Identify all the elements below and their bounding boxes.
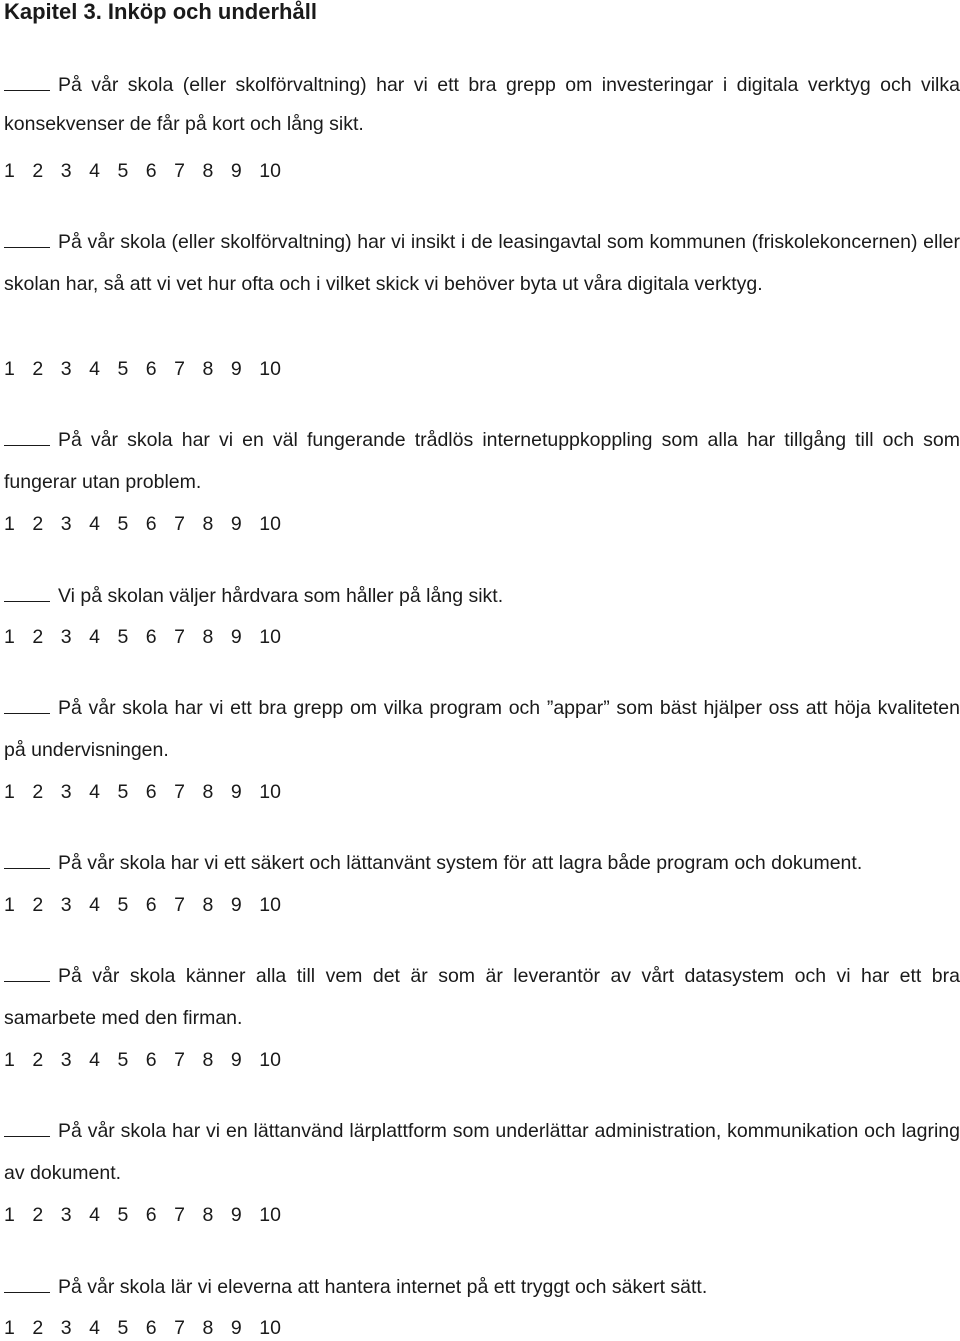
answer-blank-2[interactable] bbox=[4, 246, 50, 248]
statement-2 bbox=[4, 221, 960, 305]
rating-option-10[interactable]: 10 bbox=[259, 1317, 281, 1339]
rating-option-8[interactable]: 8 bbox=[202, 160, 214, 182]
rating-option-4[interactable]: 4 bbox=[89, 626, 100, 648]
rating-option-10[interactable]: 10 bbox=[259, 626, 281, 648]
statement-text-5: På vår skola har vi ett bra grepp om vilka program och ”appar” som bäst hjälper oss att höja kvaliteten på undervisningen. bbox=[4, 697, 960, 761]
rating-option-6[interactable]: 6 bbox=[145, 513, 157, 535]
rating-option-10[interactable]: 10 bbox=[259, 358, 281, 380]
rating-scale-9 bbox=[4, 1315, 281, 1341]
rating-option-4[interactable]: 4 bbox=[89, 1204, 100, 1226]
rating-option-5[interactable]: 5 bbox=[117, 160, 129, 182]
statement-text-3: På vår skola har vi en väl fungerande trådlös internetuppkoppling som alla har tillgång till och som fungerar utan problem. bbox=[4, 429, 960, 493]
rating-option-9[interactable]: 9 bbox=[230, 1049, 242, 1071]
rating-option-3[interactable]: 3 bbox=[60, 1204, 72, 1226]
rating-option-9[interactable]: 9 bbox=[230, 1204, 242, 1226]
rating-option-10[interactable]: 10 bbox=[259, 160, 281, 182]
rating-option-6[interactable]: 6 bbox=[145, 781, 157, 803]
rating-option-5[interactable]: 5 bbox=[117, 626, 129, 648]
rating-option-4[interactable]: 4 bbox=[89, 160, 100, 182]
rating-scale-6 bbox=[4, 892, 281, 918]
rating-option-10[interactable]: 10 bbox=[259, 513, 281, 535]
rating-scale-8 bbox=[4, 1202, 281, 1228]
rating-option-7[interactable]: 7 bbox=[174, 1204, 186, 1226]
rating-option-7[interactable]: 7 bbox=[174, 1317, 186, 1339]
answer-blank-3[interactable] bbox=[4, 444, 50, 446]
rating-option-2[interactable]: 2 bbox=[32, 781, 44, 803]
statement-7 bbox=[4, 955, 960, 1039]
answer-blank-5[interactable] bbox=[4, 712, 50, 714]
statement-9 bbox=[4, 1266, 960, 1308]
rating-option-8[interactable]: 8 bbox=[202, 1049, 214, 1071]
statement-5 bbox=[4, 687, 960, 771]
rating-option-1[interactable]: 1 bbox=[4, 894, 15, 916]
rating-option-1[interactable]: 1 bbox=[4, 358, 15, 380]
statement-text-2: På vår skola (eller skolförvaltning) har vi insikt i de leasingavtal som kommunen (friskolekoncernen) eller skolan har, så att vi vet hur ofta och i vilket skick vi behöver byta ut våra digitala verktyg. bbox=[4, 231, 960, 295]
rating-option-7[interactable]: 7 bbox=[174, 781, 186, 803]
rating-option-5[interactable]: 5 bbox=[117, 1204, 129, 1226]
rating-option-6[interactable]: 6 bbox=[145, 894, 157, 916]
rating-scale-3 bbox=[4, 511, 281, 537]
rating-option-3[interactable]: 3 bbox=[60, 160, 72, 182]
rating-option-1[interactable]: 1 bbox=[4, 1204, 15, 1226]
rating-option-7[interactable]: 7 bbox=[174, 513, 186, 535]
rating-option-4[interactable]: 4 bbox=[89, 781, 100, 803]
rating-option-2[interactable]: 2 bbox=[32, 626, 44, 648]
rating-option-5[interactable]: 5 bbox=[117, 894, 129, 916]
rating-option-9[interactable]: 9 bbox=[230, 513, 242, 535]
statement-3 bbox=[4, 419, 960, 503]
statement-8 bbox=[4, 1110, 960, 1194]
rating-option-4[interactable]: 4 bbox=[89, 894, 100, 916]
rating-option-8[interactable]: 8 bbox=[202, 781, 214, 803]
rating-option-10[interactable]: 10 bbox=[259, 894, 281, 916]
rating-option-6[interactable]: 6 bbox=[145, 358, 157, 380]
rating-option-9[interactable]: 9 bbox=[230, 1317, 242, 1339]
statement-1 bbox=[4, 66, 960, 144]
rating-option-3[interactable]: 3 bbox=[60, 626, 72, 648]
rating-option-5[interactable]: 5 bbox=[117, 1049, 129, 1071]
rating-option-8[interactable]: 8 bbox=[202, 358, 214, 380]
rating-option-8[interactable]: 8 bbox=[202, 1204, 214, 1226]
statement-text-8: På vår skola har vi en lättanvänd lärplattform som underlättar administration, kommunikation och lagring av dokument. bbox=[4, 1120, 960, 1184]
rating-option-10[interactable]: 10 bbox=[259, 1204, 281, 1226]
rating-option-9[interactable]: 9 bbox=[230, 894, 242, 916]
rating-option-2[interactable]: 2 bbox=[32, 1204, 44, 1226]
statement-text-1: På vår skola (eller skolförvaltning) har vi ett bra grepp om investeringar i digitala verktyg och vilka konsekvenser de får på kort och lång sikt. bbox=[4, 74, 960, 135]
rating-option-7[interactable]: 7 bbox=[174, 358, 186, 380]
rating-option-5[interactable]: 5 bbox=[117, 1317, 129, 1339]
rating-option-9[interactable]: 9 bbox=[230, 781, 242, 803]
chapter-title: Kapitel 3. Inköp och underhåll bbox=[4, 0, 317, 24]
rating-option-7[interactable]: 7 bbox=[174, 894, 186, 916]
rating-option-4[interactable]: 4 bbox=[89, 358, 100, 380]
answer-blank-8[interactable] bbox=[4, 1135, 50, 1137]
answer-blank-4[interactable] bbox=[4, 600, 50, 602]
rating-scale-7 bbox=[4, 1047, 281, 1073]
rating-option-6[interactable]: 6 bbox=[145, 160, 157, 182]
rating-option-4[interactable]: 4 bbox=[89, 1317, 100, 1339]
answer-blank-9[interactable] bbox=[4, 1291, 50, 1293]
rating-option-8[interactable]: 8 bbox=[202, 894, 214, 916]
rating-option-7[interactable]: 7 bbox=[174, 626, 186, 648]
rating-option-3[interactable]: 3 bbox=[60, 1317, 72, 1339]
rating-option-1[interactable]: 1 bbox=[4, 1317, 15, 1339]
rating-option-3[interactable]: 3 bbox=[60, 894, 72, 916]
rating-option-3[interactable]: 3 bbox=[60, 358, 72, 380]
rating-option-9[interactable]: 9 bbox=[230, 358, 242, 380]
rating-option-10[interactable]: 10 bbox=[259, 1049, 281, 1071]
rating-option-5[interactable]: 5 bbox=[117, 513, 129, 535]
rating-option-9[interactable]: 9 bbox=[230, 160, 242, 182]
rating-option-3[interactable]: 3 bbox=[60, 781, 72, 803]
rating-option-2[interactable]: 2 bbox=[32, 1317, 44, 1339]
rating-option-6[interactable]: 6 bbox=[145, 1049, 157, 1071]
rating-option-2[interactable]: 2 bbox=[32, 1049, 44, 1071]
statement-4 bbox=[4, 575, 960, 617]
rating-option-5[interactable]: 5 bbox=[117, 781, 129, 803]
answer-blank-6[interactable] bbox=[4, 867, 50, 869]
rating-option-2[interactable]: 2 bbox=[32, 358, 44, 380]
rating-option-8[interactable]: 8 bbox=[202, 513, 214, 535]
statement-6 bbox=[4, 842, 960, 884]
rating-option-1[interactable]: 1 bbox=[4, 513, 15, 535]
rating-option-8[interactable]: 8 bbox=[202, 1317, 214, 1339]
rating-option-2[interactable]: 2 bbox=[32, 513, 44, 535]
rating-scale-4 bbox=[4, 624, 281, 650]
rating-scale-5 bbox=[4, 779, 281, 805]
rating-option-6[interactable]: 6 bbox=[145, 1204, 157, 1226]
rating-option-4[interactable]: 4 bbox=[89, 513, 100, 535]
rating-option-1[interactable]: 1 bbox=[4, 160, 15, 182]
rating-option-1[interactable]: 1 bbox=[4, 781, 15, 803]
rating-option-5[interactable]: 5 bbox=[117, 358, 129, 380]
rating-option-6[interactable]: 6 bbox=[145, 626, 157, 648]
rating-option-4[interactable]: 4 bbox=[89, 1049, 100, 1071]
rating-option-10[interactable]: 10 bbox=[259, 781, 281, 803]
rating-option-2[interactable]: 2 bbox=[32, 894, 44, 916]
rating-option-2[interactable]: 2 bbox=[32, 160, 44, 182]
statement-text-4: Vi på skolan väljer hårdvara som håller på lång sikt. bbox=[58, 585, 504, 607]
rating-option-3[interactable]: 3 bbox=[60, 513, 72, 535]
rating-option-1[interactable]: 1 bbox=[4, 1049, 15, 1071]
answer-blank-1[interactable] bbox=[4, 89, 50, 91]
rating-scale-1 bbox=[4, 158, 281, 184]
statement-text-7: På vår skola känner alla till vem det är som är leverantör av vårt datasystem och vi har ett bra samarbete med den firman. bbox=[4, 965, 960, 1029]
rating-option-3[interactable]: 3 bbox=[60, 1049, 72, 1071]
rating-option-7[interactable]: 7 bbox=[174, 1049, 186, 1071]
rating-option-9[interactable]: 9 bbox=[230, 626, 242, 648]
rating-option-7[interactable]: 7 bbox=[174, 160, 186, 182]
statement-text-9: På vår skola lär vi eleverna att hantera internet på ett tryggt och säkert sätt. bbox=[58, 1276, 708, 1298]
rating-option-1[interactable]: 1 bbox=[4, 626, 15, 648]
statement-text-6: På vår skola har vi ett säkert och lättanvänt system för att lagra både program och dokument. bbox=[58, 852, 863, 874]
answer-blank-7[interactable] bbox=[4, 980, 50, 982]
rating-option-6[interactable]: 6 bbox=[145, 1317, 157, 1339]
rating-scale-2 bbox=[4, 356, 281, 382]
rating-option-8[interactable]: 8 bbox=[202, 626, 214, 648]
